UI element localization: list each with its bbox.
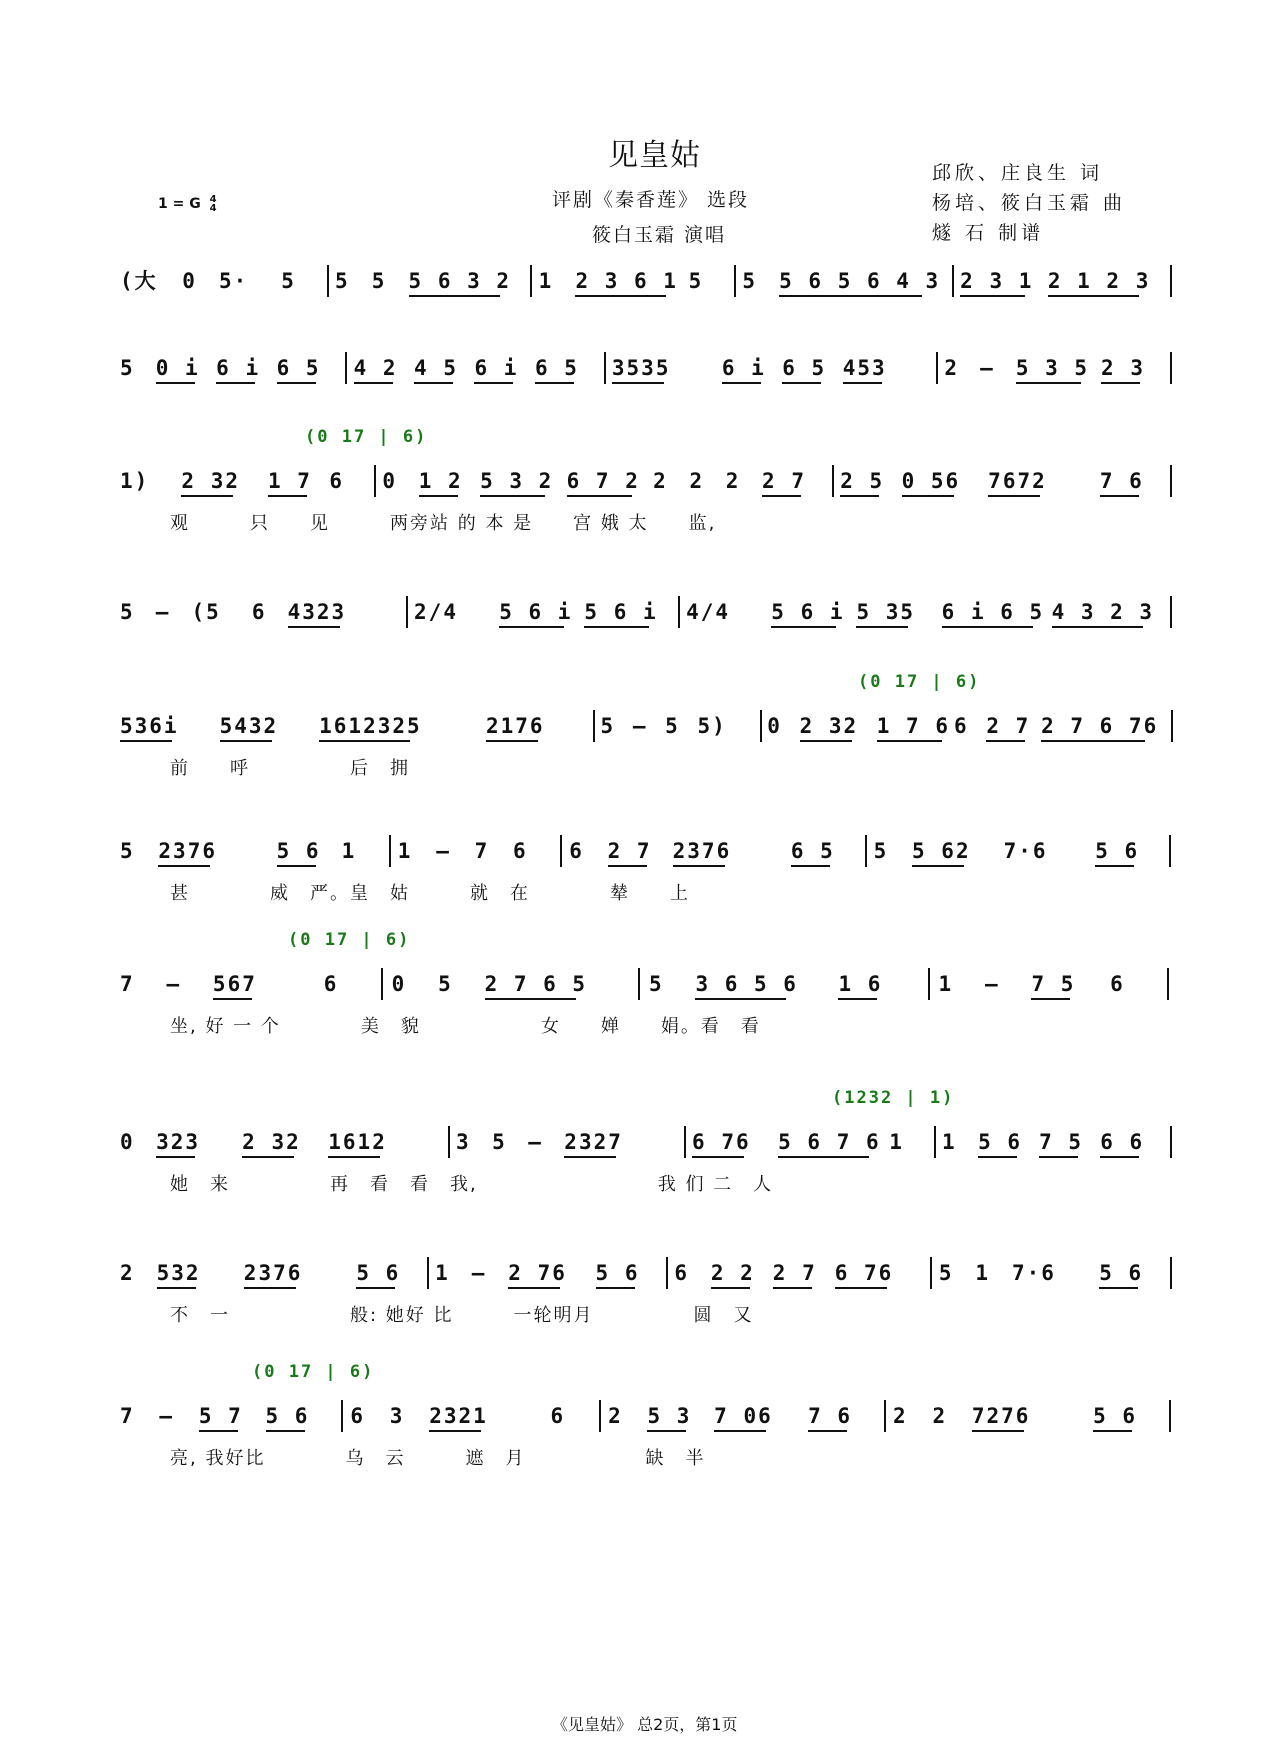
note-group: 5·	[219, 269, 249, 293]
note-group: 2	[944, 356, 960, 380]
bar-line	[638, 968, 640, 1000]
note-group: 5	[334, 269, 350, 293]
note-group: 7	[474, 839, 490, 863]
song-title: 见皇姑	[608, 138, 701, 173]
note-group: 7672	[988, 469, 1047, 493]
note-group: 5 3	[647, 1404, 692, 1428]
note-group: 2 3 1	[960, 269, 1034, 293]
note-group: 6	[674, 1261, 689, 1285]
bar-line	[448, 1126, 450, 1158]
note-group: –	[436, 839, 451, 863]
note-group: 2 32	[181, 469, 240, 493]
note-group: 5	[742, 269, 757, 293]
note-group: 5 6	[978, 1130, 1022, 1154]
note-group: –	[471, 1261, 487, 1285]
note-group: 2	[725, 469, 741, 493]
note-group: 5	[492, 1130, 507, 1154]
note-group: 7·6	[1011, 1261, 1056, 1285]
notation-line	[120, 710, 1190, 742]
note-group: –	[155, 600, 171, 624]
lyricist-credit: 邱欣、庄良生 词	[932, 162, 1104, 184]
lyrics-line: 坐, 好 一 个 美 貌 女 婵 娟。看 看	[170, 1016, 761, 1037]
note-group: 5 6	[1093, 1404, 1138, 1428]
note-group: –	[984, 972, 1000, 996]
notation-line	[120, 352, 1190, 384]
bar-line	[1171, 710, 1173, 742]
note-group: 7	[120, 972, 135, 996]
note-group: 5 6	[356, 1261, 401, 1285]
note-group: 2321	[429, 1404, 488, 1428]
ossia-line: (0 17 | 6)	[252, 1362, 375, 1382]
note-group: 1 7	[267, 469, 312, 493]
note-group: 2 7	[762, 469, 806, 493]
note-group: 5)	[697, 714, 727, 738]
note-group: 5 6 3 2	[408, 269, 512, 293]
key-label: 1 = G	[158, 196, 201, 212]
lyrics-line: 不 一 般: 她好 比 一轮明月 圆 又	[170, 1305, 754, 1326]
note-group: 6 76	[692, 1130, 751, 1154]
note-group: 6	[513, 839, 528, 863]
notation-line	[120, 465, 1190, 497]
note-group: 5	[665, 714, 680, 738]
bar-line	[406, 596, 408, 628]
note-group: 1	[941, 1130, 957, 1154]
note-group: 7 06	[714, 1404, 773, 1428]
bar-line	[832, 465, 834, 497]
note-group: 2 7	[607, 839, 652, 863]
note-group: 6 6	[1100, 1130, 1145, 1154]
note-group: 4/4	[686, 600, 731, 624]
bar-line	[530, 265, 532, 297]
bar-line	[1170, 265, 1172, 297]
lyrics-line: 亮, 我好比 乌 云 遮 月 缺 半	[170, 1448, 706, 1469]
bar-line	[684, 1126, 686, 1158]
note-group: 6	[569, 839, 584, 863]
note-group: 6	[953, 714, 969, 738]
bar-line	[760, 710, 762, 742]
notation-line	[120, 1257, 1190, 1289]
note-group: 1	[975, 1261, 991, 1285]
note-group: 6 76	[834, 1261, 894, 1285]
bar-line	[341, 1400, 343, 1432]
note-group: 2 3	[1101, 356, 1145, 380]
note-group: –	[159, 1404, 175, 1428]
bar-line	[936, 352, 938, 384]
note-group: 6	[350, 1404, 366, 1428]
bar-line	[1169, 1400, 1171, 1432]
note-group: 7276	[971, 1404, 1031, 1428]
bar-line	[374, 465, 376, 497]
note-group: 7 6	[1099, 469, 1144, 493]
note-group: 5	[438, 972, 453, 996]
note-group: 6	[251, 600, 267, 624]
note-group: 2376	[672, 839, 732, 863]
key-signature	[158, 195, 217, 213]
note-group: 5	[371, 269, 387, 293]
note-group: 2 32	[799, 714, 859, 738]
note-group: 5 6 i	[771, 600, 845, 624]
note-group: 1 2	[418, 469, 463, 493]
note-group: 6 5	[534, 356, 579, 380]
note-group: 1 6	[838, 972, 883, 996]
time-signature: 4 4	[209, 194, 217, 214]
note-group: 5 6 i	[584, 600, 658, 624]
note-group: 2 5	[840, 469, 885, 493]
note-group: 5	[120, 600, 135, 624]
note-group: 1	[397, 839, 413, 863]
lyrics-line: 甚 威 严。皇 姑 就 在 辇 上	[170, 883, 690, 904]
note-group: 5	[688, 269, 704, 293]
note-group: 0 56	[901, 469, 961, 493]
bar-line	[678, 596, 680, 628]
note-group: 6 i	[216, 356, 261, 380]
note-group: 5 6	[1099, 1261, 1144, 1285]
note-group: 536i	[120, 714, 179, 738]
note-group: 5 6	[595, 1261, 640, 1285]
note-group: 4 5	[414, 356, 458, 380]
note-group: 2 7	[986, 714, 1031, 738]
note-group: 2	[653, 469, 668, 493]
note-group: 5	[600, 714, 616, 738]
note-group: 1	[341, 839, 357, 863]
transcriber-credit: 燧 石 制谱	[932, 222, 1045, 244]
note-group: 2	[608, 1404, 623, 1428]
bar-line	[1170, 1257, 1172, 1289]
note-group: 7·6	[1003, 839, 1048, 863]
note-group: 1	[538, 269, 554, 293]
note-group: 2/4	[414, 600, 458, 624]
note-group: 5	[938, 1261, 954, 1285]
note-group: 1	[889, 1130, 904, 1154]
note-group: 1)	[120, 469, 150, 493]
note-group: –	[528, 1130, 543, 1154]
bar-line	[928, 968, 930, 1000]
note-group: 3	[389, 1404, 405, 1428]
note-group: 2	[932, 1404, 948, 1428]
bar-line	[865, 835, 867, 867]
note-group: 7 5	[1031, 972, 1076, 996]
bar-line	[930, 1257, 932, 1289]
note-group: 453	[842, 356, 887, 380]
note-group: 0	[391, 972, 407, 996]
note-group: 2376	[158, 839, 217, 863]
note-group: 4 2	[353, 356, 398, 380]
lyrics-line: 观 只 见 两旁站 的 本 是 宫 娥 太 监,	[170, 513, 717, 534]
note-group: 5 6	[1095, 839, 1140, 863]
bar-line	[427, 1257, 429, 1289]
note-group: 3	[456, 1130, 471, 1154]
note-group: 2	[120, 1261, 135, 1285]
note-group: 5 3 2	[480, 469, 554, 493]
note-group: 7 5	[1039, 1130, 1084, 1154]
note-group: 2	[893, 1404, 908, 1428]
note-group: 5	[649, 972, 664, 996]
note-group: 2 7	[772, 1261, 817, 1285]
note-group: 3535	[611, 356, 671, 380]
bar-line	[734, 265, 736, 297]
note-group: 0	[767, 714, 782, 738]
note-group: 6 i 6 5	[941, 600, 1045, 624]
bar-line	[934, 1126, 936, 1158]
note-group: 6 5	[276, 356, 321, 380]
note-group: 567	[212, 972, 257, 996]
note-group: 6	[550, 1404, 566, 1428]
notation-line	[120, 835, 1190, 867]
note-group: 1	[435, 1261, 450, 1285]
note-group: 2176	[485, 714, 545, 738]
note-group: 5 3 5	[1015, 356, 1090, 380]
note-group: 5	[873, 839, 889, 863]
note-group: 0 i	[155, 356, 200, 380]
note-group: 1612325	[319, 714, 422, 738]
bar-line	[381, 968, 383, 1000]
note-group: 2 32	[242, 1130, 301, 1154]
bar-line	[952, 265, 954, 297]
bar-line	[1169, 835, 1171, 867]
note-group: 1	[938, 972, 954, 996]
note-group: 6	[323, 972, 339, 996]
singer-credit: 筱白玉霜 演唱	[592, 224, 727, 246]
note-group: (5	[191, 600, 221, 624]
ossia-line: (1232 | 1)	[832, 1088, 955, 1108]
bar-line	[593, 710, 595, 742]
note-group: –	[166, 972, 182, 996]
ossia-line: (0 17 | 6)	[288, 930, 411, 950]
note-group: 2376	[243, 1261, 303, 1285]
note-group: 5	[120, 356, 135, 380]
bar-line	[560, 835, 562, 867]
note-group: –	[632, 714, 648, 738]
note-group: 7	[120, 1404, 135, 1428]
note-group: 2 76	[508, 1261, 567, 1285]
note-group: 5	[120, 839, 135, 863]
notation-line	[120, 968, 1190, 1000]
bar-line	[1170, 352, 1172, 384]
bar-line	[1170, 596, 1172, 628]
note-group: (大	[120, 269, 158, 293]
note-group: 5 6	[276, 839, 321, 863]
note-group: 1 7 6	[876, 714, 950, 738]
note-group: 323	[156, 1130, 201, 1154]
note-group: 5 6 5 6 4 3	[779, 269, 941, 293]
note-group: 3 6 5 6	[695, 972, 798, 996]
note-group: 4323	[287, 600, 347, 624]
note-group: 6	[1110, 972, 1125, 996]
note-group: 6	[329, 469, 345, 493]
bar-line	[884, 1400, 886, 1432]
note-group: 1612	[328, 1130, 387, 1154]
bar-line	[1170, 1126, 1172, 1158]
note-group: 5432	[219, 714, 279, 738]
lyrics-line: 她 来 再 看 看 我, 我 们 二 人	[170, 1174, 774, 1195]
note-group: 6 5	[782, 356, 827, 380]
note-group: 6 5	[790, 839, 835, 863]
note-group: 2 3 6 1	[575, 269, 678, 293]
note-group: 2	[689, 469, 705, 493]
notation-line	[120, 1126, 1190, 1158]
notation-line	[120, 596, 1190, 628]
bar-line	[1170, 465, 1172, 497]
note-group: 0	[382, 469, 398, 493]
bar-line	[1167, 968, 1169, 1000]
note-group: 5 6	[265, 1404, 310, 1428]
note-group: 5 7	[198, 1404, 243, 1428]
note-group: –	[980, 356, 995, 380]
note-group: 5 62	[912, 839, 971, 863]
notation-line	[120, 265, 1190, 297]
note-group: 0	[120, 1130, 135, 1154]
bar-line	[604, 352, 606, 384]
note-group: 2 1 2 3	[1047, 269, 1151, 293]
notation-line	[120, 1400, 1190, 1432]
note-group: 2 2	[710, 1261, 755, 1285]
note-group: 5 6 7 6	[778, 1130, 881, 1154]
note-group: 4 3 2 3	[1051, 600, 1155, 624]
lyrics-line: 前 呼 后 拥	[170, 758, 410, 779]
song-subtitle: 评剧《秦香莲》 选段	[552, 189, 750, 211]
note-group: 6 7 2	[566, 469, 640, 493]
bar-line	[327, 265, 329, 297]
bar-line	[345, 352, 347, 384]
ossia-line: (0 17 | 6)	[858, 672, 981, 692]
note-group: 2327	[564, 1130, 623, 1154]
note-group: 7 6	[808, 1404, 853, 1428]
note-group: 532	[156, 1261, 201, 1285]
ossia-line: (0 17 | 6)	[305, 427, 428, 447]
composer-credit: 杨培、筱白玉霜 曲	[932, 192, 1127, 214]
bar-line	[599, 1400, 601, 1432]
note-group: 5	[281, 269, 296, 293]
note-group: 6 i	[721, 356, 766, 380]
bar-line	[389, 835, 391, 867]
page-footer: 《见皇姑》 总2页，第1页	[552, 1715, 738, 1734]
note-group: 5 6 i	[499, 600, 573, 624]
note-group: 2 7 6 76	[1041, 714, 1159, 738]
note-group: 6 i	[474, 356, 519, 380]
note-group: 0	[182, 269, 197, 293]
note-group: 5 35	[856, 600, 916, 624]
bar-line	[666, 1257, 668, 1289]
note-group: 2 7 6 5	[484, 972, 588, 996]
